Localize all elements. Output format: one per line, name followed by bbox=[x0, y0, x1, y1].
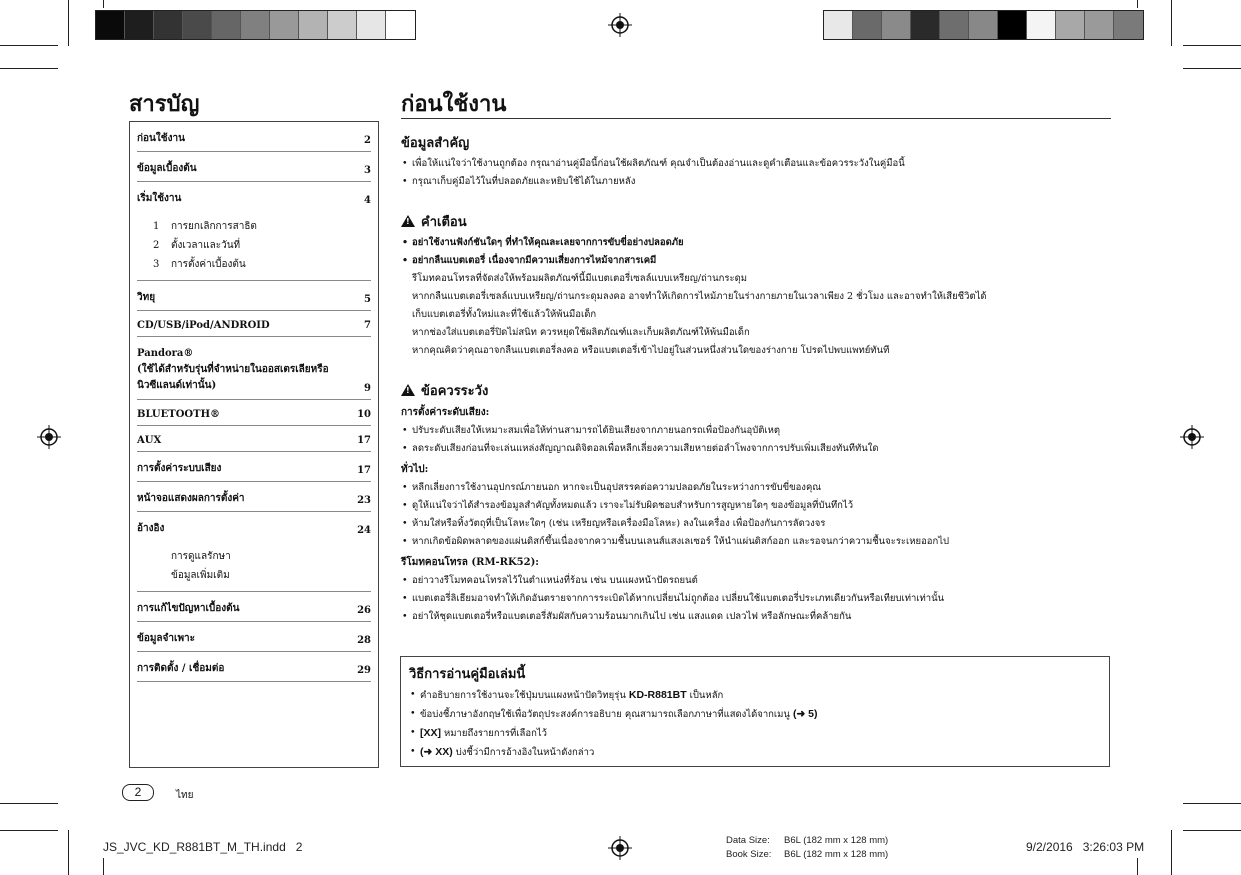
bullet-item: • ดูให้แน่ใจว่าได้สำรองข้อมูลสำคัญทั้งหมดแล้ว เราจะไม่รับผิดชอบสำหรับการสูญหายใดๆ ของข้อมูลที่บันทึกไว้ bbox=[401, 497, 1111, 515]
toc-item-page: 29 bbox=[357, 665, 371, 676]
toc-item[interactable] bbox=[137, 652, 371, 682]
toc-item-page: 17 bbox=[357, 435, 371, 446]
toc-item[interactable] bbox=[137, 426, 371, 452]
toc-item-page: 3 bbox=[364, 165, 371, 176]
toc-subitem[interactable]: 3 การตั้งค่าเบื้องต้น bbox=[153, 259, 246, 270]
language-label: ไทย bbox=[176, 790, 194, 801]
toc-group-reference bbox=[137, 512, 371, 592]
remote-subtitle: รีโมทคอนโทรล (RM-RK52): bbox=[401, 557, 540, 568]
warning-line: เก็บแบตเตอรี่ทั้งใหม่และที่ใช้แล้วให้พ้นมือเด็ก bbox=[412, 309, 597, 320]
toc-subitem[interactable]: ข้อมูลเพิ่มเติม bbox=[171, 570, 230, 581]
color-swatch bbox=[853, 11, 882, 39]
toc-item[interactable] bbox=[137, 512, 371, 541]
file-slug: JS_JVC_KD_R881BT_M_TH.indd 2 bbox=[103, 840, 303, 854]
toc-item-page: 26 bbox=[357, 605, 371, 616]
bullet-item: • อย่าใช้งานฟังก์ชันใดๆ ที่ทำให้คุณละเลยจากการขับขี่อย่างปลอดภัย bbox=[401, 234, 1111, 252]
warning-line: หากช่องใส่แบตเตอรี่ปิดไม่สนิท ควรหยุดใช้ผลิตภัณฑ์และเก็บผลิตภัณฑ์ให้พ้นมือเด็ก bbox=[412, 327, 750, 338]
toc-item[interactable] bbox=[137, 152, 371, 182]
color-swatch bbox=[357, 11, 386, 39]
toc-item-page: 10 bbox=[357, 409, 371, 420]
toc-subitem[interactable]: การดูแลรักษา bbox=[171, 551, 231, 562]
page-title: ก่อนใช้งาน bbox=[401, 91, 507, 117]
toc-item-page: 9 bbox=[364, 383, 371, 394]
toc-item-page: 4 bbox=[364, 195, 371, 206]
bullet-item: • ข้อบ่งชี้ภาษาอังกฤษใช้เพื่อวัตถุประสงค์การอธิบาย คุณสามารถเลือกภาษาที่แสดงได้จากเมนู (➜ 5) bbox=[409, 705, 1101, 724]
registration-mark-icon bbox=[1180, 425, 1204, 449]
color-swatch bbox=[1114, 11, 1143, 39]
color-swatch bbox=[241, 11, 270, 39]
toc-item-label: BLUETOOTH® bbox=[137, 409, 221, 420]
toc-item-label: วิทยุ bbox=[137, 292, 156, 303]
registration-mark-icon bbox=[37, 425, 61, 449]
warning-line: หากกลืนแบตเตอรี่เซลล์แบบเหรียญ/ถ่านกระดุมลงคอ อาจทำให้เกิดการไหม้ภายในร่างกายภายในเวลาเพียง 2 ชั่วโมง และอาจทำให้เสียชีวิตได้ bbox=[412, 291, 987, 302]
toc-item[interactable] bbox=[137, 452, 371, 482]
color-swatch bbox=[299, 11, 328, 39]
registration-mark-icon bbox=[608, 13, 632, 37]
howto-title: วิธีการอ่านคู่มือเล่มนี้ bbox=[409, 667, 526, 682]
bullet-item: • อย่ากลืนแบตเตอรี่ เนื่องจากมีความเสี่ยงการไหม้จากสารเคมี bbox=[401, 252, 1111, 270]
toc-group-start bbox=[137, 182, 371, 281]
bullet-item: • แบตเตอรี่ลิเธียมอาจทำให้เกิดอันตรายจากการระเบิดได้หากเปลี่ยนไม่ถูกต้อง เปลี่ยนใช้แบตเตอรี่ประเภทเดียวกันหรือเทียบเท่าเท่านั้น bbox=[401, 590, 1111, 608]
color-swatch bbox=[911, 11, 940, 39]
toc-item-label: ก่อนใช้งาน bbox=[137, 133, 185, 144]
timestamp: 9/2/2016 3:26:03 PM bbox=[1026, 840, 1145, 854]
toc-subitem[interactable]: 1 การยกเลิกการสาธิต bbox=[153, 221, 257, 232]
toc-item-label: การตั้งค่าระบบเสียง bbox=[137, 463, 222, 474]
color-swatch bbox=[386, 11, 415, 39]
toc-item[interactable] bbox=[137, 311, 371, 337]
toc-item-page: 5 bbox=[364, 294, 371, 305]
important-title: ข้อมูลสำคัญ bbox=[401, 136, 470, 151]
toc-item-pandora[interactable]: Pandora® (ใช้ได้สำหรับรุ่นที่จำหน่ายในออสเตรเลียหรือ นิวซีแลนด์เท่านั้น) 9 bbox=[137, 337, 371, 400]
toc-item-label: การแก้ไขปัญหาเบื้องต้น bbox=[137, 603, 240, 614]
color-swatch bbox=[1027, 11, 1056, 39]
bullet-item: • [XX] หมายถึงรายการที่เลือกไว้ bbox=[409, 724, 1101, 743]
toc-item-page: 24 bbox=[357, 525, 371, 536]
caution-icon bbox=[401, 384, 415, 396]
toc-item[interactable] bbox=[137, 482, 371, 512]
color-swatch bbox=[1056, 11, 1085, 39]
toc-heading: สารบัญ bbox=[129, 91, 200, 117]
toc-item-label: ข้อมูลจำเพาะ bbox=[137, 633, 196, 644]
caution-title: !ข้อควรระวัง bbox=[401, 380, 1111, 401]
toc-item[interactable] bbox=[137, 622, 371, 652]
size-info: Data Size: B6L (182 mm x 128 mm) Book Size: B6L (182 mm x 128 mm) bbox=[726, 835, 889, 860]
color-bar-right bbox=[823, 10, 1144, 40]
toc-item-page: 2 bbox=[364, 135, 371, 146]
color-swatch bbox=[96, 11, 125, 39]
color-swatch bbox=[154, 11, 183, 39]
warning-line: รีโมทคอนโทรลที่จัดส่งให้พร้อมผลิตภัณฑ์นี้มีแบตเตอรี่เซลล์แบบเหรียญ/ถ่านกระดุม bbox=[412, 273, 748, 284]
color-swatch bbox=[183, 11, 212, 39]
color-swatch bbox=[328, 11, 357, 39]
toc-item-label: ข้อมูลเบื้องต้น bbox=[137, 163, 197, 174]
color-swatch bbox=[212, 11, 241, 39]
warning-icon bbox=[401, 215, 415, 227]
toc-item-page: 28 bbox=[357, 635, 371, 646]
registration-mark-icon bbox=[608, 836, 632, 860]
toc-item[interactable] bbox=[137, 281, 371, 311]
toc-item-label: เริ่มใช้งาน bbox=[137, 193, 182, 204]
main-content bbox=[401, 118, 1111, 626]
bullet-item: • หลีกเลี่ยงการใช้งานอุปกรณ์ภายนอก หากจะเป็นอุปสรรคต่อความปลอดภัยในระหว่างการขับขี่ของคุณ bbox=[401, 479, 1111, 497]
color-bar-left bbox=[95, 10, 416, 40]
toc-item-label: การติดตั้ง / เชื่อมต่อ bbox=[137, 663, 225, 674]
bullet-item: • เพื่อให้แน่ใจว่าใช้งานถูกต้อง กรุณาอ่านคู่มือนี้ก่อนใช้ผลิตภัณฑ์ คุณจำเป็นต้องอ่านและดูคำเตือนและข้อควรระวังในคู่มือนี้ bbox=[401, 155, 1111, 173]
toc-item[interactable] bbox=[137, 400, 371, 426]
bullet-item: • คำอธิบายการใช้งานจะใช้ปุ่มบนแผงหน้าปัดวิทยุรุ่น KD-R881BT เป็นหลัก bbox=[409, 686, 1101, 705]
page-number: 2 bbox=[122, 784, 154, 801]
toc-item-label: หน้าจอแสดงผลการตั้งค่า bbox=[137, 493, 245, 504]
bullet-item: • หากเกิดข้อผิดพลาดของแผ่นดิสก์ขึ้นเนื่องจากความชื้นบนเลนส์แสงเลเซอร์ ให้นำแผ่นดิสก์ออก และรอจนกว่าความชื้นจะระเหยออกไป bbox=[401, 533, 1111, 551]
how-to-read-box bbox=[400, 656, 1110, 767]
toc-item-label: อ้างอิง bbox=[137, 523, 165, 534]
toc-item[interactable] bbox=[137, 592, 371, 622]
color-swatch bbox=[969, 11, 998, 39]
table-of-contents bbox=[129, 121, 379, 768]
bullet-item: • อย่าวางรีโมทคอนโทรลไว้ในตำแหน่งที่ร้อน เช่น บนแผงหน้าปัดรถยนต์ bbox=[401, 572, 1111, 590]
toc-item-label: CD/USB/iPod/ANDROID bbox=[137, 320, 270, 331]
color-swatch bbox=[882, 11, 911, 39]
toc-item-page: 23 bbox=[357, 495, 371, 506]
color-swatch bbox=[940, 11, 969, 39]
toc-item-page: 17 bbox=[357, 465, 371, 476]
bullet-item: • กรุณาเก็บคู่มือไว้ในที่ปลอดภัยและหยิบใช้ได้ในภายหลัง bbox=[401, 173, 1111, 191]
bullet-item: • อย่าให้ชุดแบตเตอรี่หรือแบตเตอรี่สัมผัสกับความร้อนมากเกินไป เช่น แสงแดด เปลวไฟ หรือลักษณะที่คล้ายกัน bbox=[401, 608, 1111, 626]
color-swatch bbox=[270, 11, 299, 39]
toc-item-label: AUX bbox=[137, 435, 162, 446]
bullet-item: • ปรับระดับเสียงให้เหมาะสมเพื่อให้ท่านสามารถได้ยินเสียงจากภายนอกรถเพื่อป้องกันอุบัติเหตุ bbox=[401, 422, 1111, 440]
toc-item[interactable] bbox=[137, 122, 371, 152]
toc-item[interactable] bbox=[137, 182, 371, 211]
color-swatch bbox=[998, 11, 1027, 39]
toc-subitem[interactable]: 2 ตั้งเวลาและวันที่ bbox=[153, 240, 241, 251]
bullet-item: • (➜ XX) บ่งชี้ว่ามีการอ้างอิงในหน้าดังกล่าว bbox=[409, 743, 1101, 762]
warning-line: หากคุณคิดว่าคุณอาจกลืนแบตเตอรี่ลงคอ หรือแบตเตอรี่เข้าไปอยู่ในส่วนหนึ่งส่วนใดของร่างกาย โปรดไปพบแพทย์ทันที bbox=[412, 345, 890, 356]
toc-item-page: 7 bbox=[364, 320, 371, 331]
color-swatch bbox=[1085, 11, 1114, 39]
bullet-item: • ลดระดับเสียงก่อนที่จะเล่นแหล่งสัญญาณดิจิตอลเพื่อหลีกเลี่ยงความเสียหายต่อลำโพงจากการปรับเพิ่มเสียงทันทีทันใด bbox=[401, 440, 1111, 458]
color-swatch bbox=[125, 11, 154, 39]
volume-subtitle: การตั้งค่าระดับเสียง: bbox=[401, 407, 490, 418]
warning-title: !คำเตือน bbox=[401, 211, 1111, 232]
color-swatch bbox=[824, 11, 853, 39]
bullet-item: • ห้ามใส่หรือทิ้งวัตถุที่เป็นโลหะใดๆ (เช่น เหรียญหรือเครื่องมือโลหะ) ลงในเครื่อง เพื่อป้องกันการลัดวงจร bbox=[401, 515, 1111, 533]
general-subtitle: ทั่วไป: bbox=[401, 464, 429, 475]
